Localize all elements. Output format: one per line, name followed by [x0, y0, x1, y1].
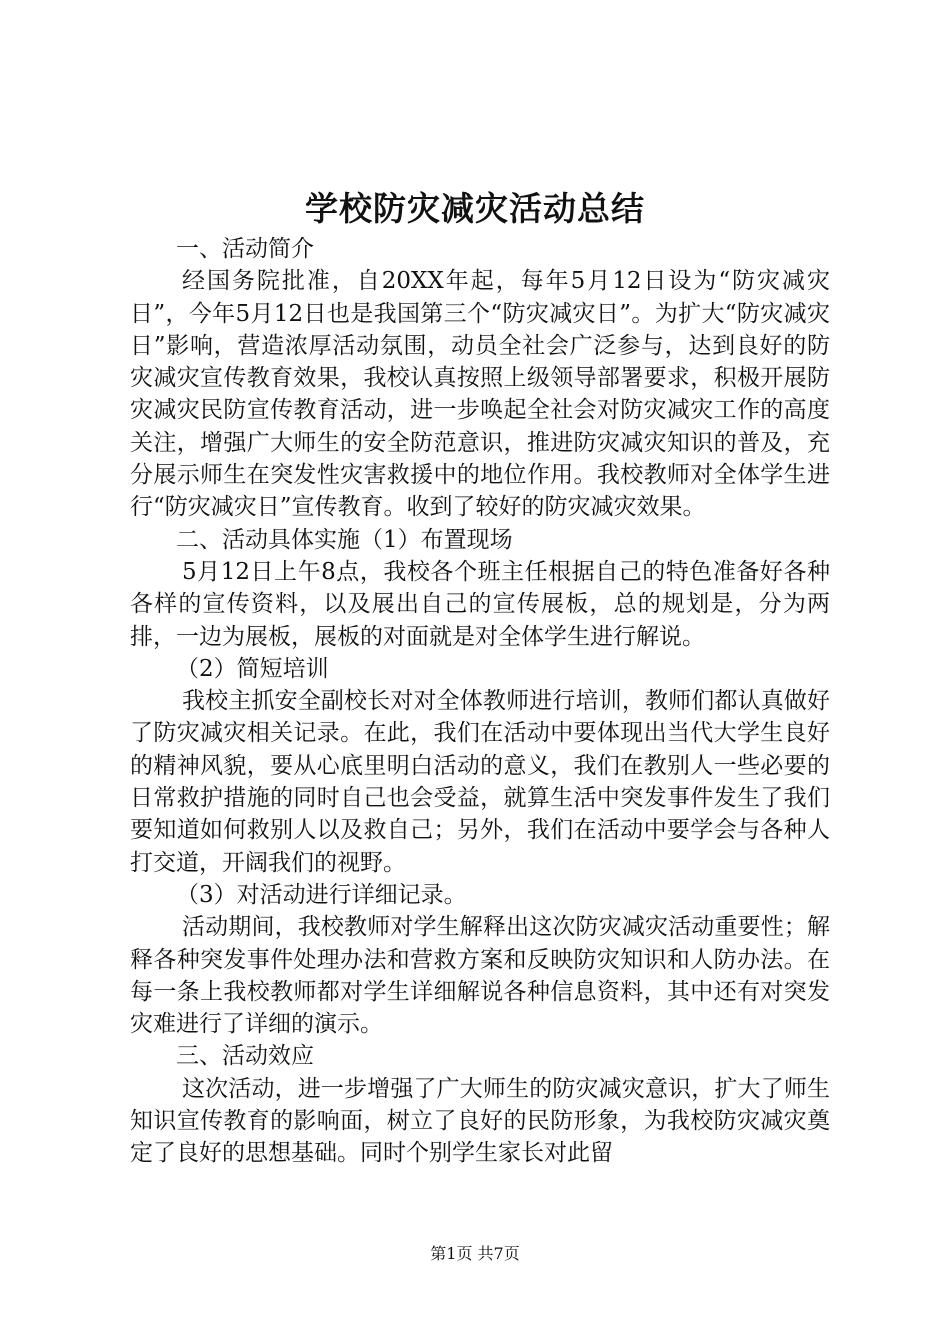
paragraph-intro: 经国务院批准，自20XX年起，每年5月12日设为“防灾减灾日”，今年5月12日也是我国第三个“防灾减灾日”。为扩大“防灾减灾日”影响，营造浓厚活动氛围，动员全社会广泛参与，达到良好的防灾减灾宣传教育效果，我校认真按照上级领导部署要求，积极开展防灾减灾民防宣传教育活动，进一步唤起全社会对防灾减灾工作的高度关注，增强广大师生的安全防范意识，推进防灾减灾知识的普及，充分展示师生在突发性灾害救援中的地位作用。我校教师对全体学生进行“防灾减灾日”宣传教育。收到了较好的防灾减灾效果。 — [130, 268, 830, 521]
subheading-records: （3）对活动进行详细记录。 — [176, 881, 467, 908]
section-heading-implementation: 二、活动具体实施（1）布置现场 — [176, 526, 513, 553]
paragraph-setup: 5月12日上午8点，我校各个班主任根据自己的特色准备好各种各样的宣传资料，以及展出自己的宣传展板，总的规划是，分为两排，一边为展板，展板的对面就是对全体学生进行解说。 — [130, 558, 830, 650]
paragraph-effect: 这次活动，进一步增强了广大师生的防灾减灾意识，扩大了师生知识宣传教育的影响面，树立了良好的民防形象，为我校防灾减灾奠定了良好的思想基础。同时个别学生家长对此留 — [130, 1075, 830, 1167]
paragraph-training: 我校主抓安全副校长对对全体教师进行培训，教师们都认真做好了防灾减灾相关记录。在此，我们在活动中要体现出当代大学生良好的精神风貌，要从心底里明白活动的意义，我们在教别人一些必要的日常救护措施的同时自己也会受益，就算生活中突发事件发生了我们要知道如何救别人以及救自己；另外，我们在活动中要学会与各种人打交道，开阔我们的视野。 — [130, 688, 830, 876]
section-heading-effect: 三、活动效应 — [176, 1043, 314, 1070]
paragraph-records: 活动期间，我校教师对学生解释出这次防灾减灾活动重要性；解释各种突发事件处理办法和营救方案和反映防灾知识和人防办法。在每一条上我校教师都对学生详细解说各种信息资料，其中还有对突发灾难进行了详细的演示。 — [130, 914, 830, 1038]
document-body — [130, 233, 830, 1170]
page-number-footer: 第1页 共7页 — [430, 1244, 520, 1263]
subheading-training: （2）简短培训 — [176, 655, 329, 682]
section-heading-intro: 一、活动简介 — [176, 236, 314, 262]
document-title: 学校防灾减灾活动总结 — [305, 189, 645, 228]
